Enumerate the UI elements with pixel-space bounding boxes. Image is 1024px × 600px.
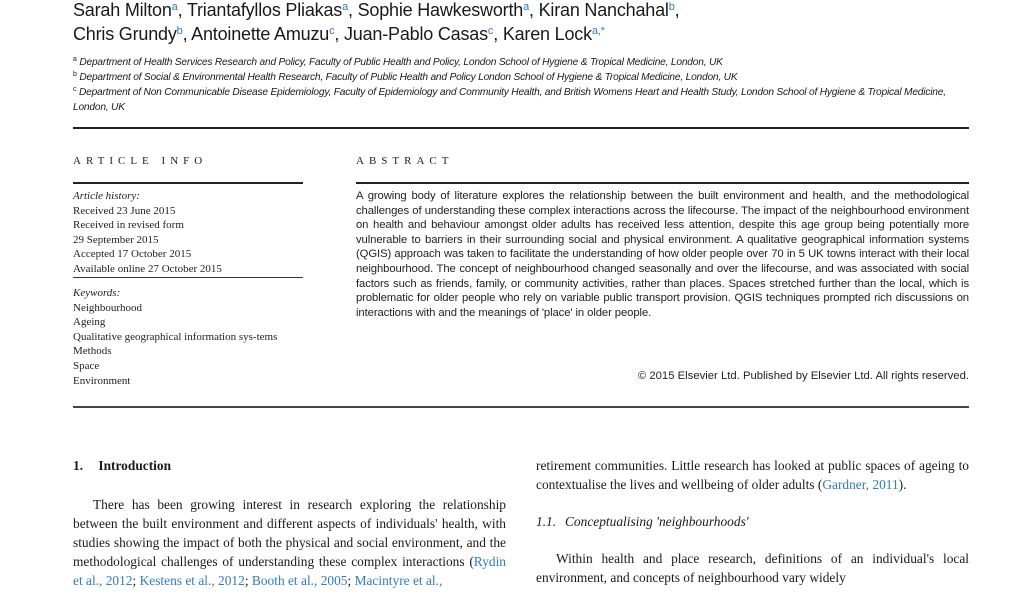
- history-item: Available online 27 October 2015: [73, 262, 222, 275]
- keywords: [73, 286, 298, 388]
- affiliation-text: Department of Social & Environmental Health Research, Faculty of Public Health and Policy London School of Hygiene & Tropical Medicine, London, UK: [79, 72, 738, 83]
- affiliation-text: Department of Non Communicable Disease Epidemiology, Faculty of Epidemiology and Community Health, and British Womens Heart and Health Study, London School of Hygiene & Tropical Medicine, London, UK: [73, 87, 946, 113]
- author-name: Karen Lock: [502, 24, 592, 44]
- affiliation-item: [73, 70, 973, 85]
- affiliation-link[interactable]: b: [668, 1, 675, 13]
- author-list: Sarah Milton$^a$, Triantafyllos Pliakas$^a$, Sophie Hawkesworth$^a$, Kiran Nanchahal$^b$, Chris Grundy$^b$, Antoinette Amuzu$^c$, Juan-Pablo Casas$^c$, Karen Lock$^{a,*}$: [73, 0, 680, 44]
- affiliations: [73, 55, 973, 115]
- abstract-text: A growing body of literature explores the relationship between the built environment and health, and the methodological challenges of understanding these complex interactions across the lifecourse. The impact of the neighbourhood environment on health and behaviour amongst older adults has received less attention, despite this age group being potentially more vulnerable to barriers in their surrounding social and physical environment. A qualitative geographical information systems (QGIS) approach was taken to facilitate the understanding of how older people over 70 in 5 UK towns interact with their local neighbourhood. The concept of neighbourhood changed seasonally and over the lifecourse, and was associated with social factors such as friends, family, or community activities, rather than places. Spaces stretched further than the local, which is problematic for older people who rely on variable public transport provision. QGIS techniques prompted rich discussions on interactions with and the meanings of 'place' in older people.: [356, 190, 969, 319]
- keyword-item: Qualitative geographical information sys-tems: [73, 330, 278, 343]
- citation-link[interactable]: Macintyre et al.,: [354, 573, 443, 588]
- body-left-column: [73, 456, 506, 590]
- author-name: Triantafyllos Pliakas: [186, 0, 343, 20]
- affiliation-mark: b: [73, 71, 77, 78]
- affiliation-text: Department of Health Services Research and Policy, Faculty of Public Health and Policy, London School of Hygiene & Tropical Medicine, London, UK: [79, 57, 723, 68]
- author-name: Sophie Hawkesworth: [357, 0, 524, 20]
- article-history: [73, 189, 222, 277]
- affiliation-link[interactable]: c: [329, 25, 335, 37]
- abstract-divider: [356, 182, 969, 184]
- keyword-item: Neighbourhood: [73, 301, 143, 314]
- affiliation-item: [73, 85, 973, 115]
- article-history-label: Article history:: [73, 190, 140, 202]
- section-number: 1.: [73, 458, 84, 473]
- subsection-heading: [536, 512, 969, 531]
- author-name: Juan-Pablo Casas: [344, 24, 488, 44]
- history-divider: [73, 277, 303, 278]
- affiliation-link[interactable]: a: [342, 1, 348, 13]
- neighbourhood-paragraph: Within health and place research, definitions of an individual's local environment, and concepts of neighbourhood vary widely: [536, 551, 969, 585]
- article-info-divider: [73, 182, 303, 184]
- copyright-notice: © 2015 Elsevier Ltd. Published by Elsevier Ltd. All rights reserved.: [637, 370, 969, 382]
- intro-paragraph: There has been growing interest in research exploring the relationship between the built environment and different aspects of individuals' health, with studies showing the impact of both the physical and social environment, and the methodological challenges of understanding these complex interactions (Rydin et al., 2012; Kestens et al., 2012; Booth et al., 2005; Macintyre et al.,: [73, 497, 506, 588]
- section-title: Introduction: [98, 458, 172, 473]
- citation-link[interactable]: Booth et al., 2005: [251, 573, 348, 588]
- keywords-label: Keywords:: [73, 287, 121, 299]
- keyword-item: Environment: [73, 374, 131, 387]
- keyword-item: Space: [73, 359, 100, 372]
- paragraph-text: ).: [898, 477, 907, 492]
- citation-link[interactable]: Rydin et al., 2012: [73, 554, 506, 588]
- citation-link[interactable]: Kestens et al., 2012: [139, 573, 245, 588]
- abstract-heading: ABSTRACT: [356, 155, 454, 167]
- continued-paragraph: [536, 456, 969, 494]
- body-right-column: [536, 456, 969, 587]
- author-name: Kiran Nanchahal: [538, 0, 669, 20]
- author-name: Chris Grundy: [73, 24, 177, 44]
- affiliation-mark: a: [73, 56, 77, 63]
- keyword-item: Ageing: [73, 316, 106, 329]
- abstract-bottom-divider: [73, 406, 969, 408]
- affiliation-link[interactable]: c: [487, 25, 494, 37]
- citation-link[interactable]: Gardner, 2011: [822, 477, 899, 492]
- author-name: Sarah Milton: [73, 0, 172, 20]
- paragraph-text: There has been growing interest in research exploring the relationship between the built environment and different aspects of individuals' health, with studies showing the impact of both the physical and social environment, and the methodological challenges of understanding these complex interactions (: [73, 497, 506, 569]
- affiliation-link[interactable]: a,*: [591, 25, 605, 37]
- article-info-heading: ARTICLE INFO: [73, 155, 208, 167]
- subsection-number: 1.1.: [536, 514, 557, 529]
- affiliation-link[interactable]: b: [176, 25, 183, 37]
- keyword-item: Methods: [73, 345, 112, 358]
- paragraph-text: retirement communities. Little research has looked at public spaces of ageing to contextualise the lives and wellbeing of older adults (: [536, 458, 969, 492]
- affiliation-link[interactable]: a: [171, 1, 178, 13]
- history-item: 29 September 2015: [73, 233, 159, 246]
- section-heading-introduction: [73, 456, 506, 475]
- history-item: Accepted 17 October 2015: [73, 248, 192, 261]
- affiliation-mark: c: [73, 86, 77, 93]
- history-item: Received in revised form: [73, 219, 184, 232]
- subsection-title: Conceptualising 'neighbourhoods': [565, 514, 749, 529]
- history-item: Received 23 June 2015: [73, 204, 176, 217]
- affiliation-item: [73, 55, 973, 70]
- header-divider: [73, 127, 969, 129]
- affiliation-link[interactable]: a: [523, 1, 529, 13]
- author-name: Antoinette Amuzu: [191, 24, 330, 44]
